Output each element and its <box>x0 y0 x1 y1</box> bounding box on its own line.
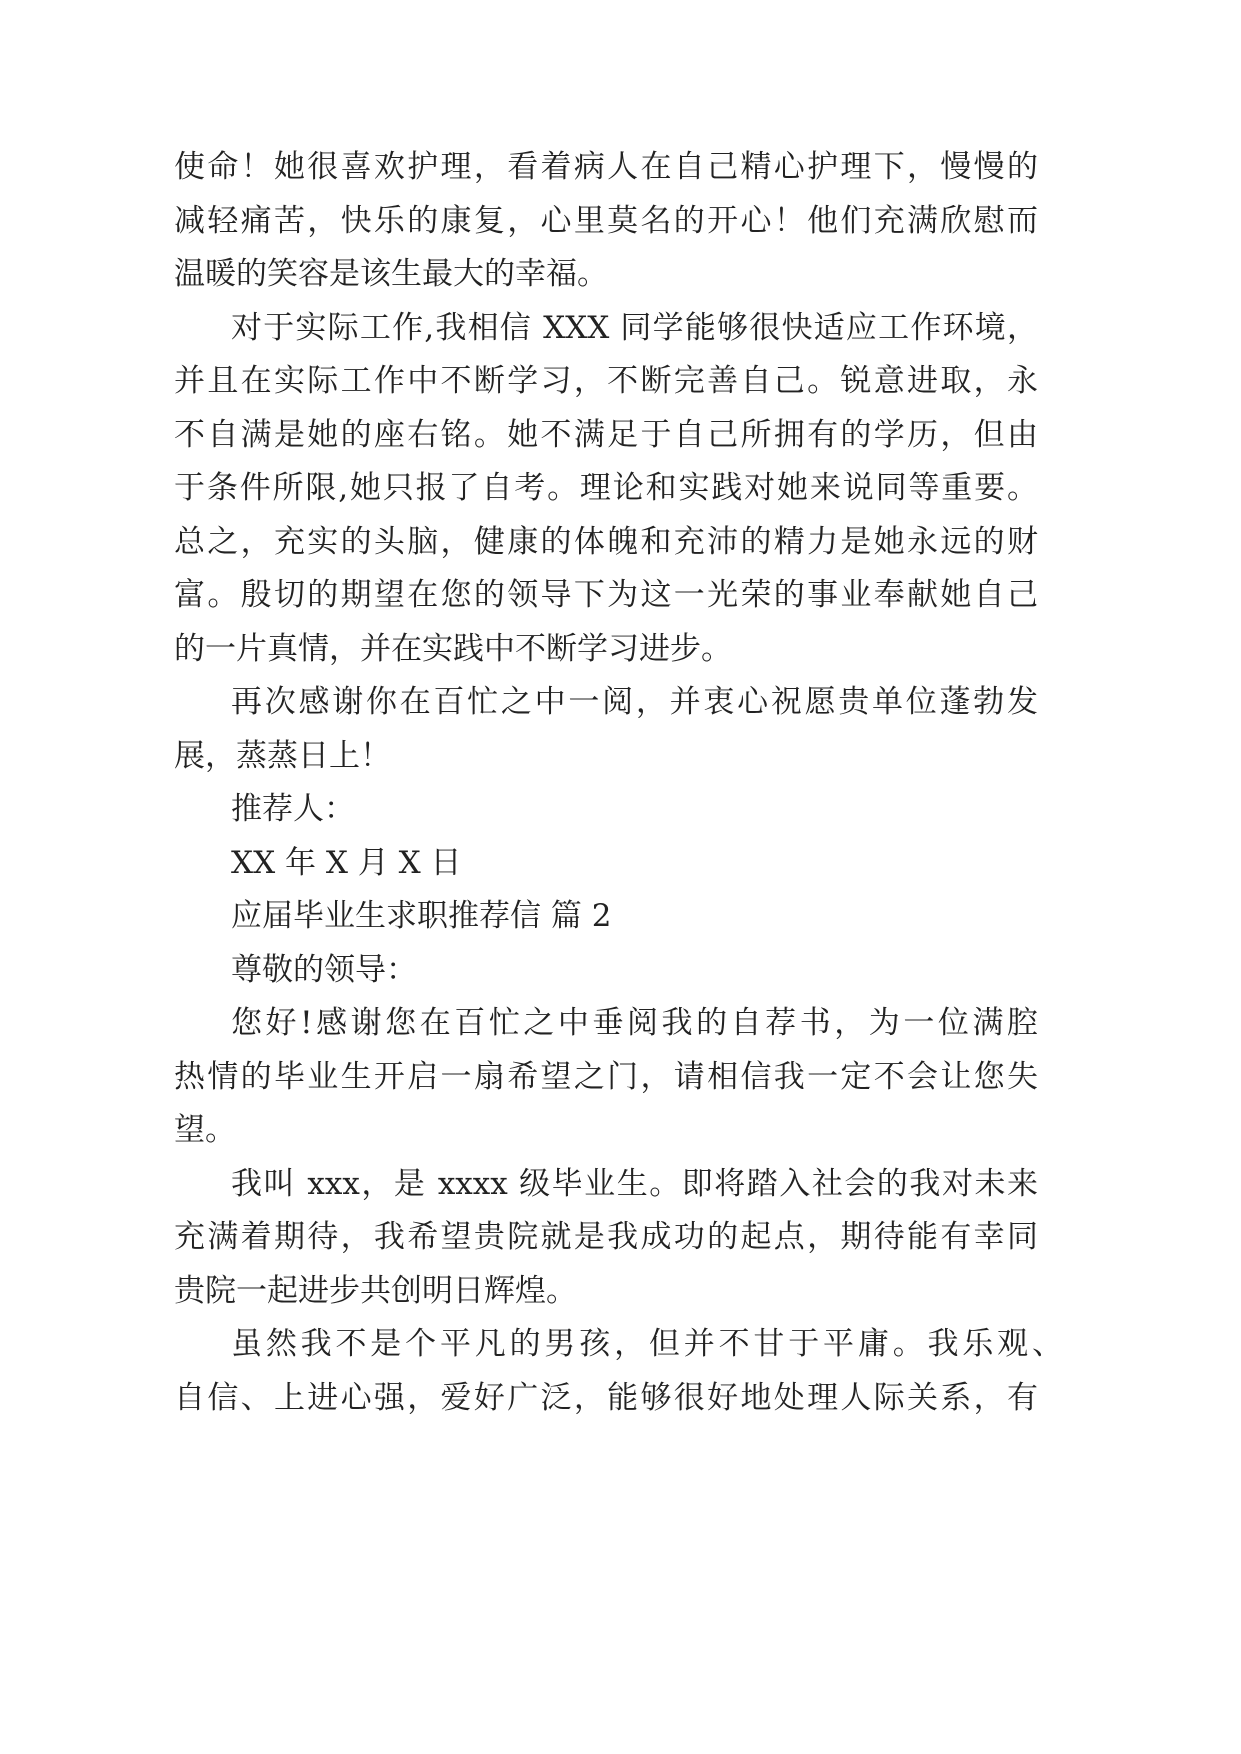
paragraph-line: 您好!感谢您在百忙之中垂阅我的自荐书，为一位满腔 <box>231 1005 1038 1041</box>
paragraph-line: 虽然我不是个平凡的男孩，但并不甘于平庸。我乐观、 <box>231 1326 1063 1362</box>
paragraph-line: 自信、上进心强，爱好广泛，能够很好地处理人际关系，有 <box>174 1380 1038 1416</box>
paragraph-line: 对于实际工作,我相信 XXX 同学能够很快适应工作环境， <box>231 310 1038 346</box>
date-line: XX 年 X 月 X 日 <box>231 845 462 881</box>
paragraph-line: 并且在实际工作中不断学习，不断完善自己。锐意进取，永 <box>174 363 1038 399</box>
paragraph-line: 再次感谢你在百忙之中一阅，并衷心祝愿贵单位蓬勃发 <box>231 684 1038 720</box>
section-title: 应届毕业生求职推荐信 篇 2 <box>231 898 612 934</box>
paragraph-line: 我叫 xxx，是 xxxx 级毕业生。即将踏入社会的我对未来 <box>231 1166 1038 1202</box>
paragraph-line: 充满着期待，我希望贵院就是我成功的起点，期待能有幸同 <box>174 1219 1038 1255</box>
paragraph-line: 于条件所限,她只报了自考。理论和实践对她来说同等重要。 <box>174 470 1038 506</box>
paragraph-line: 富。殷切的期望在您的领导下为这一光荣的事业奉献她自己 <box>174 577 1038 613</box>
paragraph-line: 热情的毕业生开启一扇希望之门，请相信我一定不会让您失 <box>174 1059 1038 1095</box>
paragraph-line: 总之，充实的头脑，健康的体魄和充沛的精力是她永远的财 <box>174 524 1038 560</box>
paragraph-line: 展，蒸蒸日上！ <box>174 738 391 774</box>
paragraph-line: 不自满是她的座右铭。她不满足于自己所拥有的学历，但由 <box>174 417 1038 453</box>
paragraph-line: 贵院一起进步共创明日辉煌。 <box>174 1273 577 1309</box>
paragraph-line: 望。 <box>174 1112 236 1148</box>
salutation: 尊敬的领导： <box>231 952 417 988</box>
paragraph-line: 减轻痛苦，快乐的康复，心里莫名的开心！他们充满欣慰而 <box>174 203 1038 239</box>
paragraph-line: 温暖的笑容是该生最大的幸福。 <box>174 256 608 292</box>
recommender-label: 推荐人： <box>231 791 355 827</box>
paragraph-line: 的一片真情，并在实践中不断学习进步。 <box>174 631 732 667</box>
paragraph-line: 使命！她很喜欢护理，看着病人在自己精心护理下，慢慢的 <box>174 149 1038 185</box>
